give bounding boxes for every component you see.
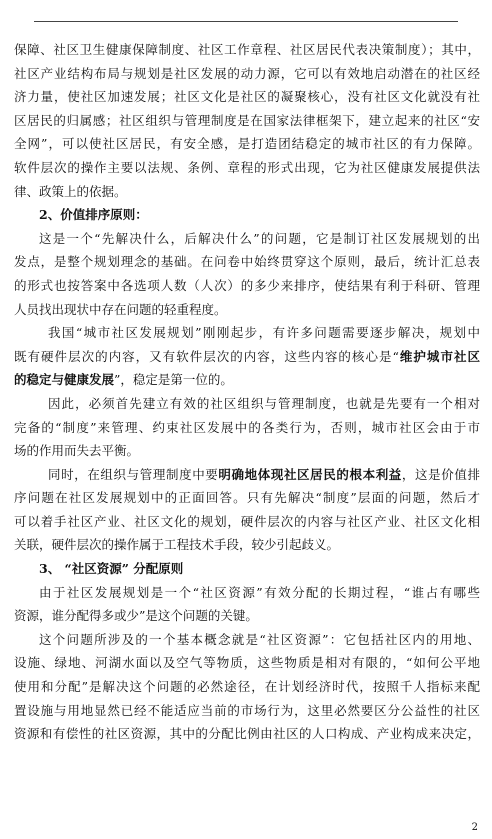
paragraph-line: 律、政策上的依据。 [14,183,127,199]
header-rule [34,21,458,22]
paragraph-line: 软件层次的操作主要以法规、条例、章程的形式出现，它为社区健康发展提供法 [14,159,480,175]
paragraph-line: 社区产业结构布局与规划是社区发展的动力源，它可以有效地启动潜在的社区经 [14,65,480,81]
line-text: ，这是价值排 [401,466,480,482]
paragraph-line [14,368,480,392]
page-number: 2 [471,822,478,833]
emphasis-text: 维护城市社区 [398,348,480,364]
section-heading-value-ranking: 2、价值排序原则： [39,207,148,223]
paragraph-line [14,463,480,487]
paragraph-line: 完备的“制度”来管理、约束社区发展中的各类行为，否则，城市社区会由于市 [14,419,480,435]
line-text: ”，稳定是第一位的。 [114,372,233,388]
paragraph-line: 置设施与用地显然已经不能适应当前的市场行为，这里必然要区分公益性的社区 [14,702,480,718]
paragraph-line: 设施、绿地、河湖水面以及空气等物质，这些物质是相对有限的，“如何公平地 [14,655,480,671]
paragraph-line [14,321,480,345]
paragraph-line: 资源和有偿性的社区资源，其中的分配比例由社区的人口构成、产业构成来决定， [14,726,480,742]
line-text: 我国“城市社区发展规划”刚刚起步，有许多问题需要逐步解决，规划中 [48,325,480,341]
emphasis-text: 明确地体现社区居民的根本利益 [218,466,402,482]
paragraph-line: 因此，必须首先建立有效的社区组织与管理制度，也就是先要有一个相对 [48,395,480,411]
paragraph-line: 使用和分配”是解决这个问题的必然途径，在计划经济时代，按照千人指标来配 [14,679,480,695]
paragraph-line: 关联，硬件层次的操作属于工程技术手段，较少引起歧义。 [14,537,340,553]
paragraph-line: 场的作用而失去平衡。 [14,443,140,459]
paragraph-line: 这个问题所涉及的一个基本概念就是“社区资源”：它包括社区内的用地、 [39,631,480,647]
emphasis-text: 的稳定与健康发展 [14,372,115,388]
paragraph-line: 的形式也按答案中各选项人数（人次）的多少来排序，使结果有利于科研、管理 [14,277,480,293]
paragraph-line: 全网”，可以使社区居民，有安全感，是打造团结稳定的城市社区的有力保障。 [14,136,480,152]
line-text: 同时，在组织与管理制度中要 [48,466,219,482]
paragraph-line: 序问题在社区发展规划中的正面回答。只有先解决“制度”层面的问题，然后才 [14,490,480,506]
paragraph-line: 由于社区发展规划是一个“社区资源”有效分配的长期过程，“谁占有哪些 [39,584,480,600]
document-body [14,38,480,746]
paragraph-line: 人员找出现状中存在问题的轻重程度。 [14,301,227,317]
paragraph-line: 资源，谁分配得多或少”是这个问题的关键。 [14,608,258,624]
paragraph-line [14,345,480,369]
paragraph-line: 区居民的归属感；社区组织与管理制度是在国家法律框架下，建立起来的社区“安 [14,112,480,128]
section-heading-resource-allocation: 3、 “社区资源” 分配原则 [39,561,184,577]
paragraph-line: 发点，是整个规划理念的基础。在问卷中始终贯穿这个原则，最后，统计汇总表 [14,254,480,270]
paragraph-line: 济力量，使社区加速发展；社区文化是社区的凝聚核心，没有社区文化就没有社 [14,89,480,105]
paragraph-line: 保障、社区卫生健康保障制度、社区工作章程、社区居民代表决策制度）；其中， [14,42,480,57]
line-text: 既有硬件层次的内容，又有软件层次的内容，这些内容的核心是“ [14,348,399,364]
paragraph-line: 这是一个“先解决什么，后解决什么”的问题，它是制订社区发展规划的出 [39,230,480,246]
paragraph-line: 可以着手社区产业、社区文化的规划，硬件层次的内容与社区产业、社区文化相 [14,513,480,529]
